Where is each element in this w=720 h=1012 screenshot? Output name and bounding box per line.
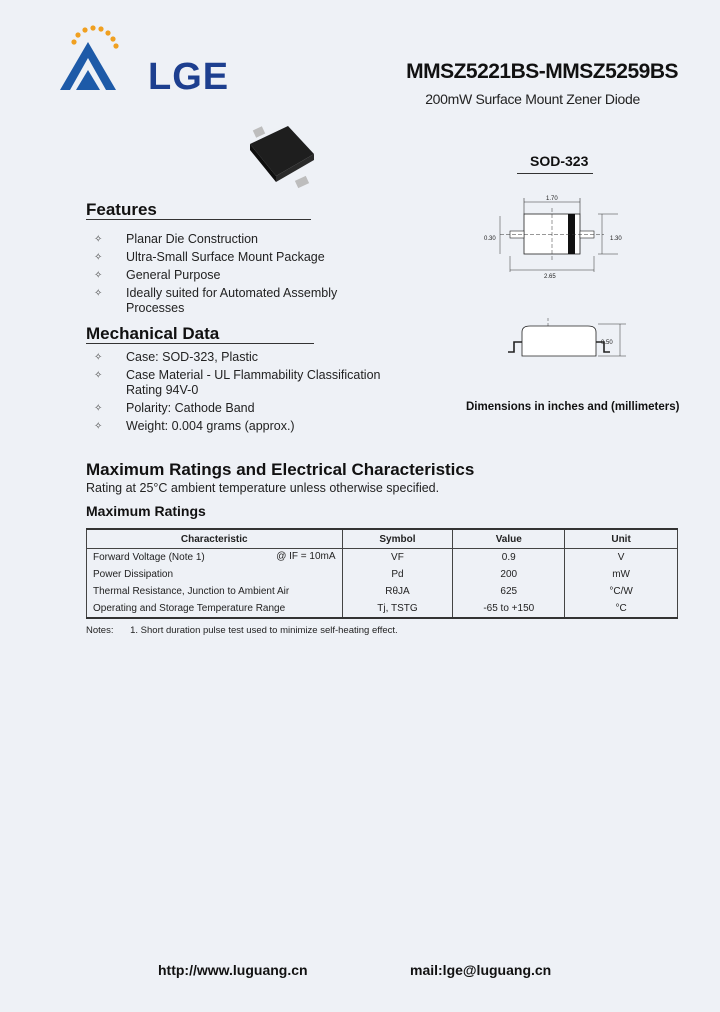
cell-unit: °C/W: [565, 583, 678, 600]
cell-symbol: Pd: [342, 566, 453, 583]
table-notes: [86, 625, 398, 636]
list-item: ✧ Planar Die Construction: [94, 232, 259, 246]
part-number-title: MMSZ5221BS-MMSZ5259BS: [406, 60, 678, 83]
ratings-heading: Maximum Ratings and Electrical Characteristics: [86, 460, 475, 479]
diode-package-photo: [244, 120, 324, 190]
table-row: [87, 600, 678, 618]
list-item: ✧ Ultra-Small Surface Mount Package: [94, 250, 325, 264]
cell-unit: °C: [565, 600, 678, 618]
mechanical-heading: Mechanical Data: [86, 324, 220, 343]
list-item: ✧ Ideally suited for Automated Assembly: [94, 286, 338, 300]
diamond-bullet-icon: ✧: [94, 352, 103, 363]
col-header-characteristic: Characteristic: [87, 529, 343, 549]
table-row: [87, 583, 678, 600]
diamond-bullet-icon: ✧: [94, 421, 103, 432]
table-row: [87, 566, 678, 583]
features-heading: Features: [86, 200, 157, 219]
package-side-view-drawing: [504, 318, 634, 368]
part-subtitle: 200mW Surface Mount Zener Diode: [425, 91, 640, 107]
notes-text: 1. Short duration pulse test used to minimize self-heating effect.: [130, 625, 398, 636]
dimensions-note: Dimensions in inches and (millimeters): [466, 401, 680, 413]
package-top-view-drawing: [480, 190, 630, 280]
list-item: ✧ General Purpose: [94, 268, 221, 282]
table-header-row: [87, 529, 678, 549]
features-underline: [86, 219, 311, 220]
col-header-symbol: Symbol: [342, 529, 453, 549]
list-item-continuation: Processes: [126, 301, 185, 315]
package-label: SOD-323: [530, 153, 589, 169]
list-item: ✧ Polarity: Cathode Band: [94, 401, 255, 415]
dim-thickness: 0.50: [601, 340, 613, 346]
cell-characteristic: Forward Voltage (Note 1) @ IF = 10mA: [87, 549, 343, 567]
cell-unit: mW: [565, 566, 678, 583]
diamond-bullet-icon: ✧: [94, 252, 103, 263]
cell-symbol: RθJA: [342, 583, 453, 600]
list-item: ✧ Case Material - UL Flammability Classification: [94, 368, 381, 382]
cell-symbol: VF: [342, 549, 453, 567]
diamond-bullet-icon: ✧: [94, 234, 103, 245]
cell-value: 0.9: [453, 549, 565, 567]
diamond-bullet-icon: ✧: [94, 288, 103, 299]
diamond-bullet-icon: ✧: [94, 370, 103, 381]
mechanical-list: [92, 350, 412, 437]
cell-unit: V: [565, 549, 678, 567]
maximum-ratings-heading: Maximum Ratings: [86, 503, 206, 519]
cell-condition: @ IF = 10mA: [276, 551, 336, 562]
footer-website-link[interactable]: http://www.luguang.cn: [158, 962, 308, 978]
table-row: [87, 549, 678, 567]
diamond-bullet-icon: ✧: [94, 270, 103, 281]
package-label-underline: [517, 173, 593, 174]
dim-height-left: 0.30: [484, 236, 496, 242]
cell-value: -65 to +150: [453, 600, 565, 618]
cell-characteristic: Operating and Storage Temperature Range: [87, 600, 343, 618]
col-header-value: Value: [453, 529, 565, 549]
cell-value: 200: [453, 566, 565, 583]
mechanical-underline: [86, 343, 314, 344]
cell-value: 625: [453, 583, 565, 600]
col-header-unit: Unit: [565, 529, 678, 549]
list-item: ✧ Weight: 0.004 grams (approx.): [94, 419, 295, 433]
maximum-ratings-table: [86, 528, 678, 619]
logo-sun-dots: [71, 25, 118, 48]
dim-width-top: 1.70: [546, 196, 558, 202]
cell-symbol: Tj, TSTG: [342, 600, 453, 618]
cell-characteristic: Thermal Resistance, Junction to Ambient Air: [87, 583, 343, 600]
list-item: ✧ Case: SOD-323, Plastic: [94, 350, 258, 364]
diamond-bullet-icon: ✧: [94, 403, 103, 414]
logo-mountain: [60, 42, 116, 90]
company-logo: [56, 24, 146, 96]
notes-label: Notes:: [86, 625, 114, 636]
footer-email-link[interactable]: mail:lge@luguang.cn: [410, 962, 552, 978]
ratings-temperature-note: Rating at 25°C ambient temperature unless otherwise specified.: [86, 481, 440, 495]
cell-characteristic: Power Dissipation: [87, 566, 343, 583]
features-list: [92, 232, 392, 319]
company-name: LGE: [148, 56, 230, 98]
dim-length: 2.65: [544, 274, 556, 280]
list-item-continuation: Rating 94V-0: [126, 383, 199, 397]
dim-height-right: 1.30: [610, 236, 622, 242]
